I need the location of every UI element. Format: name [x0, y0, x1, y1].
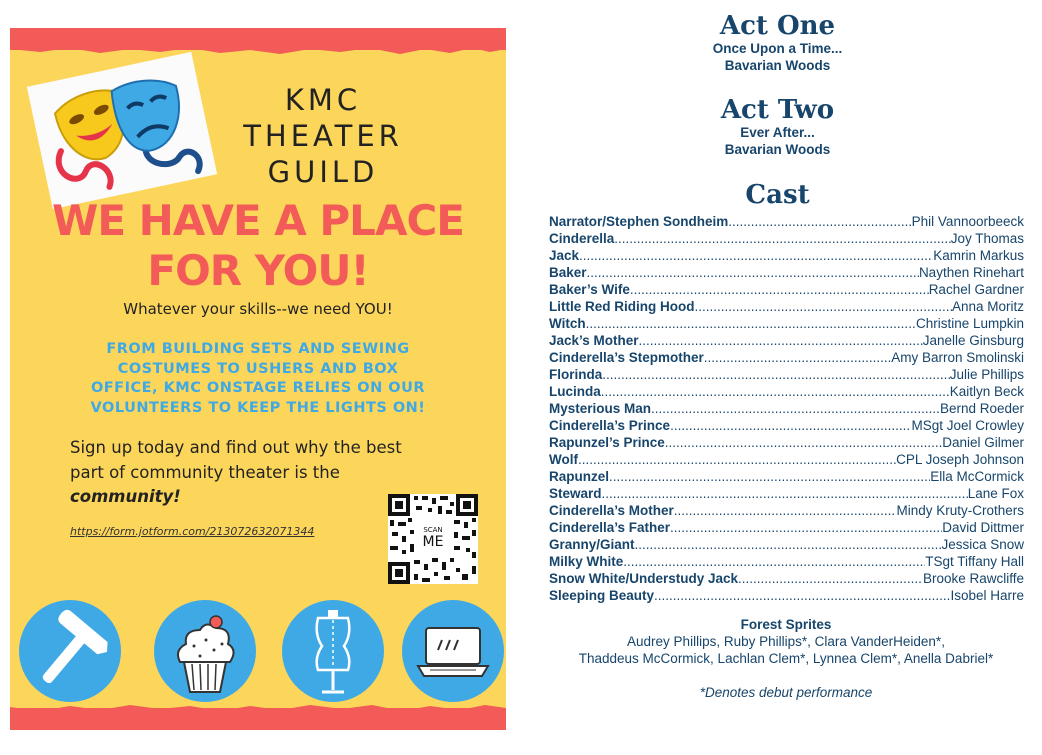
- dot-leader: [651, 400, 940, 417]
- volunteer-poster: [10, 28, 506, 730]
- cast-actor: Jessica Snow: [941, 537, 1024, 552]
- cast-actor: TSgt Tiffany Hall: [925, 554, 1024, 569]
- cast-role: Little Red Riding Hood: [549, 299, 695, 314]
- cast-row: [549, 213, 1024, 230]
- signup-text: [70, 436, 430, 510]
- dot-leader: [578, 451, 896, 468]
- cast-actor: Christine Lumpkin: [915, 316, 1024, 331]
- cast-role: Cinderella’s Mother: [549, 503, 674, 518]
- dot-leader: [704, 349, 891, 366]
- qr-me-text: ME: [422, 534, 444, 550]
- cast-role: Cinderella’s Stepmother: [549, 350, 704, 365]
- cast-row: [549, 519, 1024, 536]
- headline-line: WE HAVE A PLACE: [52, 196, 464, 245]
- cast-row: [549, 587, 1024, 604]
- cast-row: [549, 298, 1024, 315]
- act-two-title: Act Two: [720, 95, 835, 125]
- cast-role: Wolf: [549, 452, 578, 467]
- signup-form-link[interactable]: https://form.jotform.com/213072632071344: [70, 525, 315, 538]
- qr-scan-text: SCAN: [423, 526, 443, 534]
- cast-row: [549, 502, 1024, 519]
- act-one-line: Once Upon a Time...: [712, 41, 843, 56]
- dot-leader: [601, 383, 950, 400]
- dot-leader: [623, 553, 925, 570]
- guild-line: KMC: [284, 83, 362, 117]
- cast-role: Baker: [549, 265, 587, 280]
- dress-form-icon: [282, 600, 384, 702]
- dot-leader: [654, 587, 950, 604]
- cast-role: Cinderella’s Father: [549, 520, 671, 535]
- cast-role: Cinderella’s Prince: [549, 418, 671, 433]
- cast-role: Cinderella: [549, 231, 615, 246]
- qr-code[interactable]: [388, 494, 478, 584]
- cast-actor: Anna Moritz: [951, 299, 1024, 314]
- cast-role: Rapunzel’s Prince: [549, 435, 665, 450]
- cast-actor: Mindy Kruty-Crothers: [896, 503, 1024, 518]
- act-two-block: [540, 95, 1015, 158]
- cast-row: [549, 468, 1024, 485]
- dot-leader: [602, 366, 949, 383]
- signup-line: part of community theater is the: [70, 462, 340, 482]
- cast-role: Florinda: [549, 367, 603, 382]
- cast-list: [549, 213, 1024, 604]
- dot-leader: [694, 298, 951, 315]
- cast-actor: Kaitlyn Beck: [949, 384, 1024, 399]
- cast-title: Cast: [745, 180, 810, 210]
- cast-actor: Rachel Gardner: [928, 282, 1024, 297]
- dot-leader: [587, 264, 919, 281]
- cast-row: [549, 332, 1024, 349]
- top-brush-stripe: [10, 28, 506, 50]
- cast-actor: Naythen Rinehart: [918, 265, 1024, 280]
- dot-leader: [738, 570, 923, 587]
- cast-role: Steward: [549, 486, 602, 501]
- program-page: [540, 0, 1042, 755]
- cast-row: [549, 281, 1024, 298]
- dot-leader: [639, 332, 923, 349]
- dot-leader: [728, 213, 911, 230]
- brush-edge: [10, 44, 506, 56]
- laptop-icon: [402, 600, 504, 702]
- forest-sprites-line: Thaddeus McCormick, Lachlan Clem*, Lynnea Clem*, Anella Dabriel*: [578, 651, 994, 666]
- cast-row: [549, 536, 1024, 553]
- cast-row: [549, 264, 1024, 281]
- cast-actor: Kamrin Markus: [933, 248, 1024, 263]
- cast-role: Sleeping Beauty: [549, 588, 655, 603]
- cast-actor: MSgt Joel Crowley: [911, 418, 1024, 433]
- act-one-block: [540, 11, 1015, 74]
- cast-row: [549, 315, 1024, 332]
- dress-form-circle: [282, 600, 384, 702]
- cast-actor: Ella McCormick: [930, 469, 1024, 484]
- cast-role: Snow White/Understudy Jack: [549, 571, 739, 586]
- volunteer-description: [70, 340, 446, 418]
- cast-role: Mysterious Man: [549, 401, 652, 416]
- forest-sprites-title: Forest Sprites: [740, 617, 832, 632]
- cast-row: [549, 570, 1024, 587]
- dot-leader: [614, 230, 950, 247]
- dot-leader: [609, 468, 930, 485]
- cast-actor: Julie Phillips: [949, 367, 1024, 382]
- dot-leader: [635, 536, 942, 553]
- cast-role: Lucinda: [549, 384, 601, 399]
- dot-leader: [665, 434, 942, 451]
- skills-tagline: Whatever your skills--we need YOU!: [123, 300, 393, 318]
- description-line: OFFICE, KMC ONSTAGE RELIES ON OUR: [90, 380, 426, 396]
- guild-name: [228, 82, 418, 190]
- cast-role: Milky White: [549, 554, 624, 569]
- description-line: FROM BUILDING SETS AND SEWING: [106, 341, 410, 357]
- guild-line: GUILD: [267, 155, 379, 189]
- cast-row: [549, 553, 1024, 570]
- dot-leader: [670, 417, 911, 434]
- cast-actor: Joy Thomas: [950, 231, 1024, 246]
- cast-row: [549, 400, 1024, 417]
- cast-role: Jack: [549, 248, 580, 263]
- dot-leader: [586, 315, 916, 332]
- cast-row: [549, 485, 1024, 502]
- cast-row: [549, 230, 1024, 247]
- theater-masks-icon: [27, 52, 217, 209]
- qr-scan-label: [416, 524, 450, 554]
- cast-row: [549, 434, 1024, 451]
- dot-leader: [630, 281, 929, 298]
- cast-role: Witch: [549, 316, 586, 331]
- cast-role: Jack’s Mother: [549, 333, 639, 348]
- dot-leader: [579, 247, 933, 264]
- brush-edge: [10, 702, 506, 714]
- cast-role: Narrator/Stephen Sondheim: [549, 214, 729, 229]
- cast-actor: Daniel Gilmer: [942, 435, 1024, 450]
- cast-actor: Isobel Harre: [950, 588, 1024, 603]
- dot-leader: [674, 502, 897, 519]
- act-one-line: Bavarian Woods: [724, 57, 831, 73]
- cast-actor: Amy Barron Smolinski: [891, 350, 1024, 365]
- act-two-line: Ever After...: [740, 125, 815, 140]
- description-line: VOLUNTEERS TO KEEP THE LIGHTS ON!: [90, 399, 426, 416]
- cast-actor: Phil Vannoorbeeck: [911, 214, 1024, 229]
- cast-actor: Lane Fox: [967, 486, 1024, 501]
- description-line: COSTUMES TO USHERS AND BOX: [117, 360, 399, 377]
- dot-leader: [602, 485, 968, 502]
- signup-line: Sign up today and find out why the best: [70, 438, 402, 457]
- cast-actor: Bernd Roeder: [939, 401, 1024, 416]
- cast-actor: CPL Joseph Johnson: [896, 452, 1024, 467]
- cast-row: [549, 451, 1024, 468]
- cast-actor: David Dittmer: [942, 520, 1024, 535]
- bottom-brush-stripe: [10, 708, 506, 730]
- laptop-circle: [402, 600, 504, 702]
- hammer-icon: [19, 600, 121, 702]
- cast-row: [549, 417, 1024, 434]
- cast-row: [549, 366, 1024, 383]
- cast-row: [549, 349, 1024, 366]
- cast-role: Granny/Giant: [549, 537, 635, 552]
- hammer-circle: [19, 600, 121, 702]
- headline-line: FOR YOU!: [147, 246, 369, 295]
- cast-actor: Janelle Ginsburg: [922, 333, 1024, 348]
- cast-row: [549, 247, 1024, 264]
- cast-role: Rapunzel: [549, 469, 610, 484]
- forest-sprites-line: Audrey Phillips, Ruby Phillips*, Clara VanderHeiden*,: [627, 634, 945, 649]
- headline: [10, 196, 506, 296]
- cast-row: [549, 383, 1024, 400]
- cast-role: Baker’s Wife: [549, 282, 630, 297]
- signup-emphasis: community!: [70, 487, 181, 506]
- cast-actor: Brooke Rawcliffe: [922, 571, 1024, 586]
- debut-note: *Denotes debut performance: [699, 685, 873, 700]
- dot-leader: [670, 519, 942, 536]
- guild-line: THEATER: [243, 119, 403, 153]
- cupcake-icon: [154, 600, 256, 702]
- act-one-title: Act One: [719, 11, 836, 41]
- cupcake-circle: [154, 600, 256, 702]
- act-two-line: Bavarian Woods: [724, 141, 831, 157]
